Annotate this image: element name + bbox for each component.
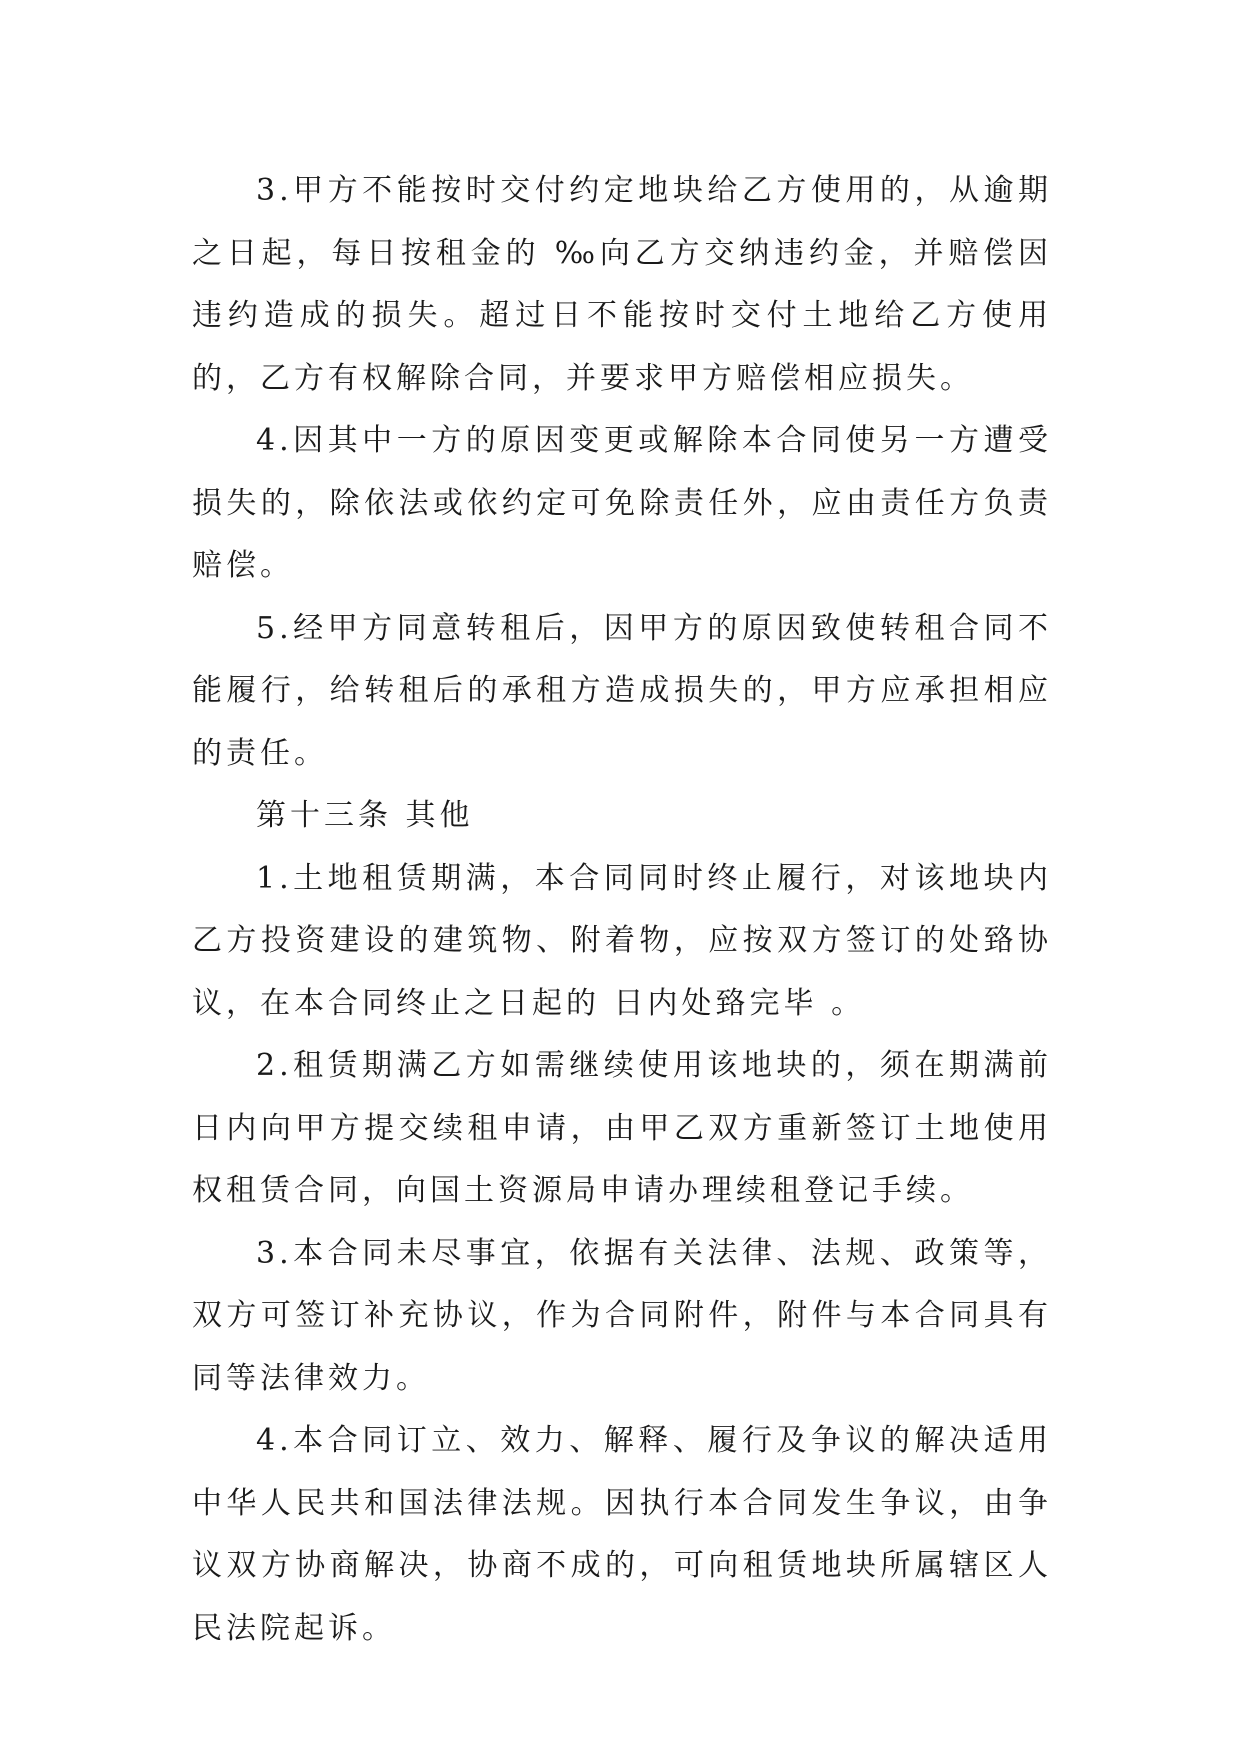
section-heading-article-13: 第十三条 其他	[256, 798, 474, 833]
paragraph-clause-12-3: 3.甲方不能按时交付约定地块给乙方使用的，从逾期之日起，每日按租金的 ‰向乙方交纳违约金，并赔偿因违约造成的损失。超过日不能按时交付土地给乙方使用的，乙方有权解除合同，并要求甲方赔偿相应损失。	[192, 173, 1052, 396]
paragraph-clause-13-4: 4.本合同订立、效力、解释、履行及争议的解决适用中华人民共和国法律法规。因执行本合同发生争议，由争议双方协商解决，协商不成的，可向租赁地块所属辖区人民法院起诉。	[192, 1423, 1052, 1646]
paragraph-clause-13-1: 1.土地租赁期满，本合同同时终止履行，对该地块内乙方投资建设的建筑物、附着物，应按双方签订的处臵协议，在本合同终止之日起的 日内处臵完毕 。	[192, 860, 1052, 1021]
paragraph-clause-13-3: 3.本合同未尽事宜，依据有关法律、法规、政策等，双方可签订补充协议，作为合同附件，附件与本合同具有同等法律效力。	[192, 1235, 1052, 1396]
paragraph-clause-12-4: 4.因其中一方的原因变更或解除本合同使另一方遭受损失的，除依法或依约定可免除责任外，应由责任方负责赔偿。	[192, 423, 1052, 583]
paragraph-clause-13-2: 2.租赁期满乙方如需继续使用该地块的，须在期满前日内向甲方提交续租申请，由甲乙双方重新签订土地使用权租赁合同，向国土资源局申请办理续租登记手续。	[192, 1048, 1052, 1208]
paragraph-clause-12-5: 5.经甲方同意转租后，因甲方的原因致使转租合同不能履行，给转租后的承租方造成损失的，甲方应承担相应的责任。	[192, 610, 1052, 771]
document-body	[192, 160, 1052, 1660]
